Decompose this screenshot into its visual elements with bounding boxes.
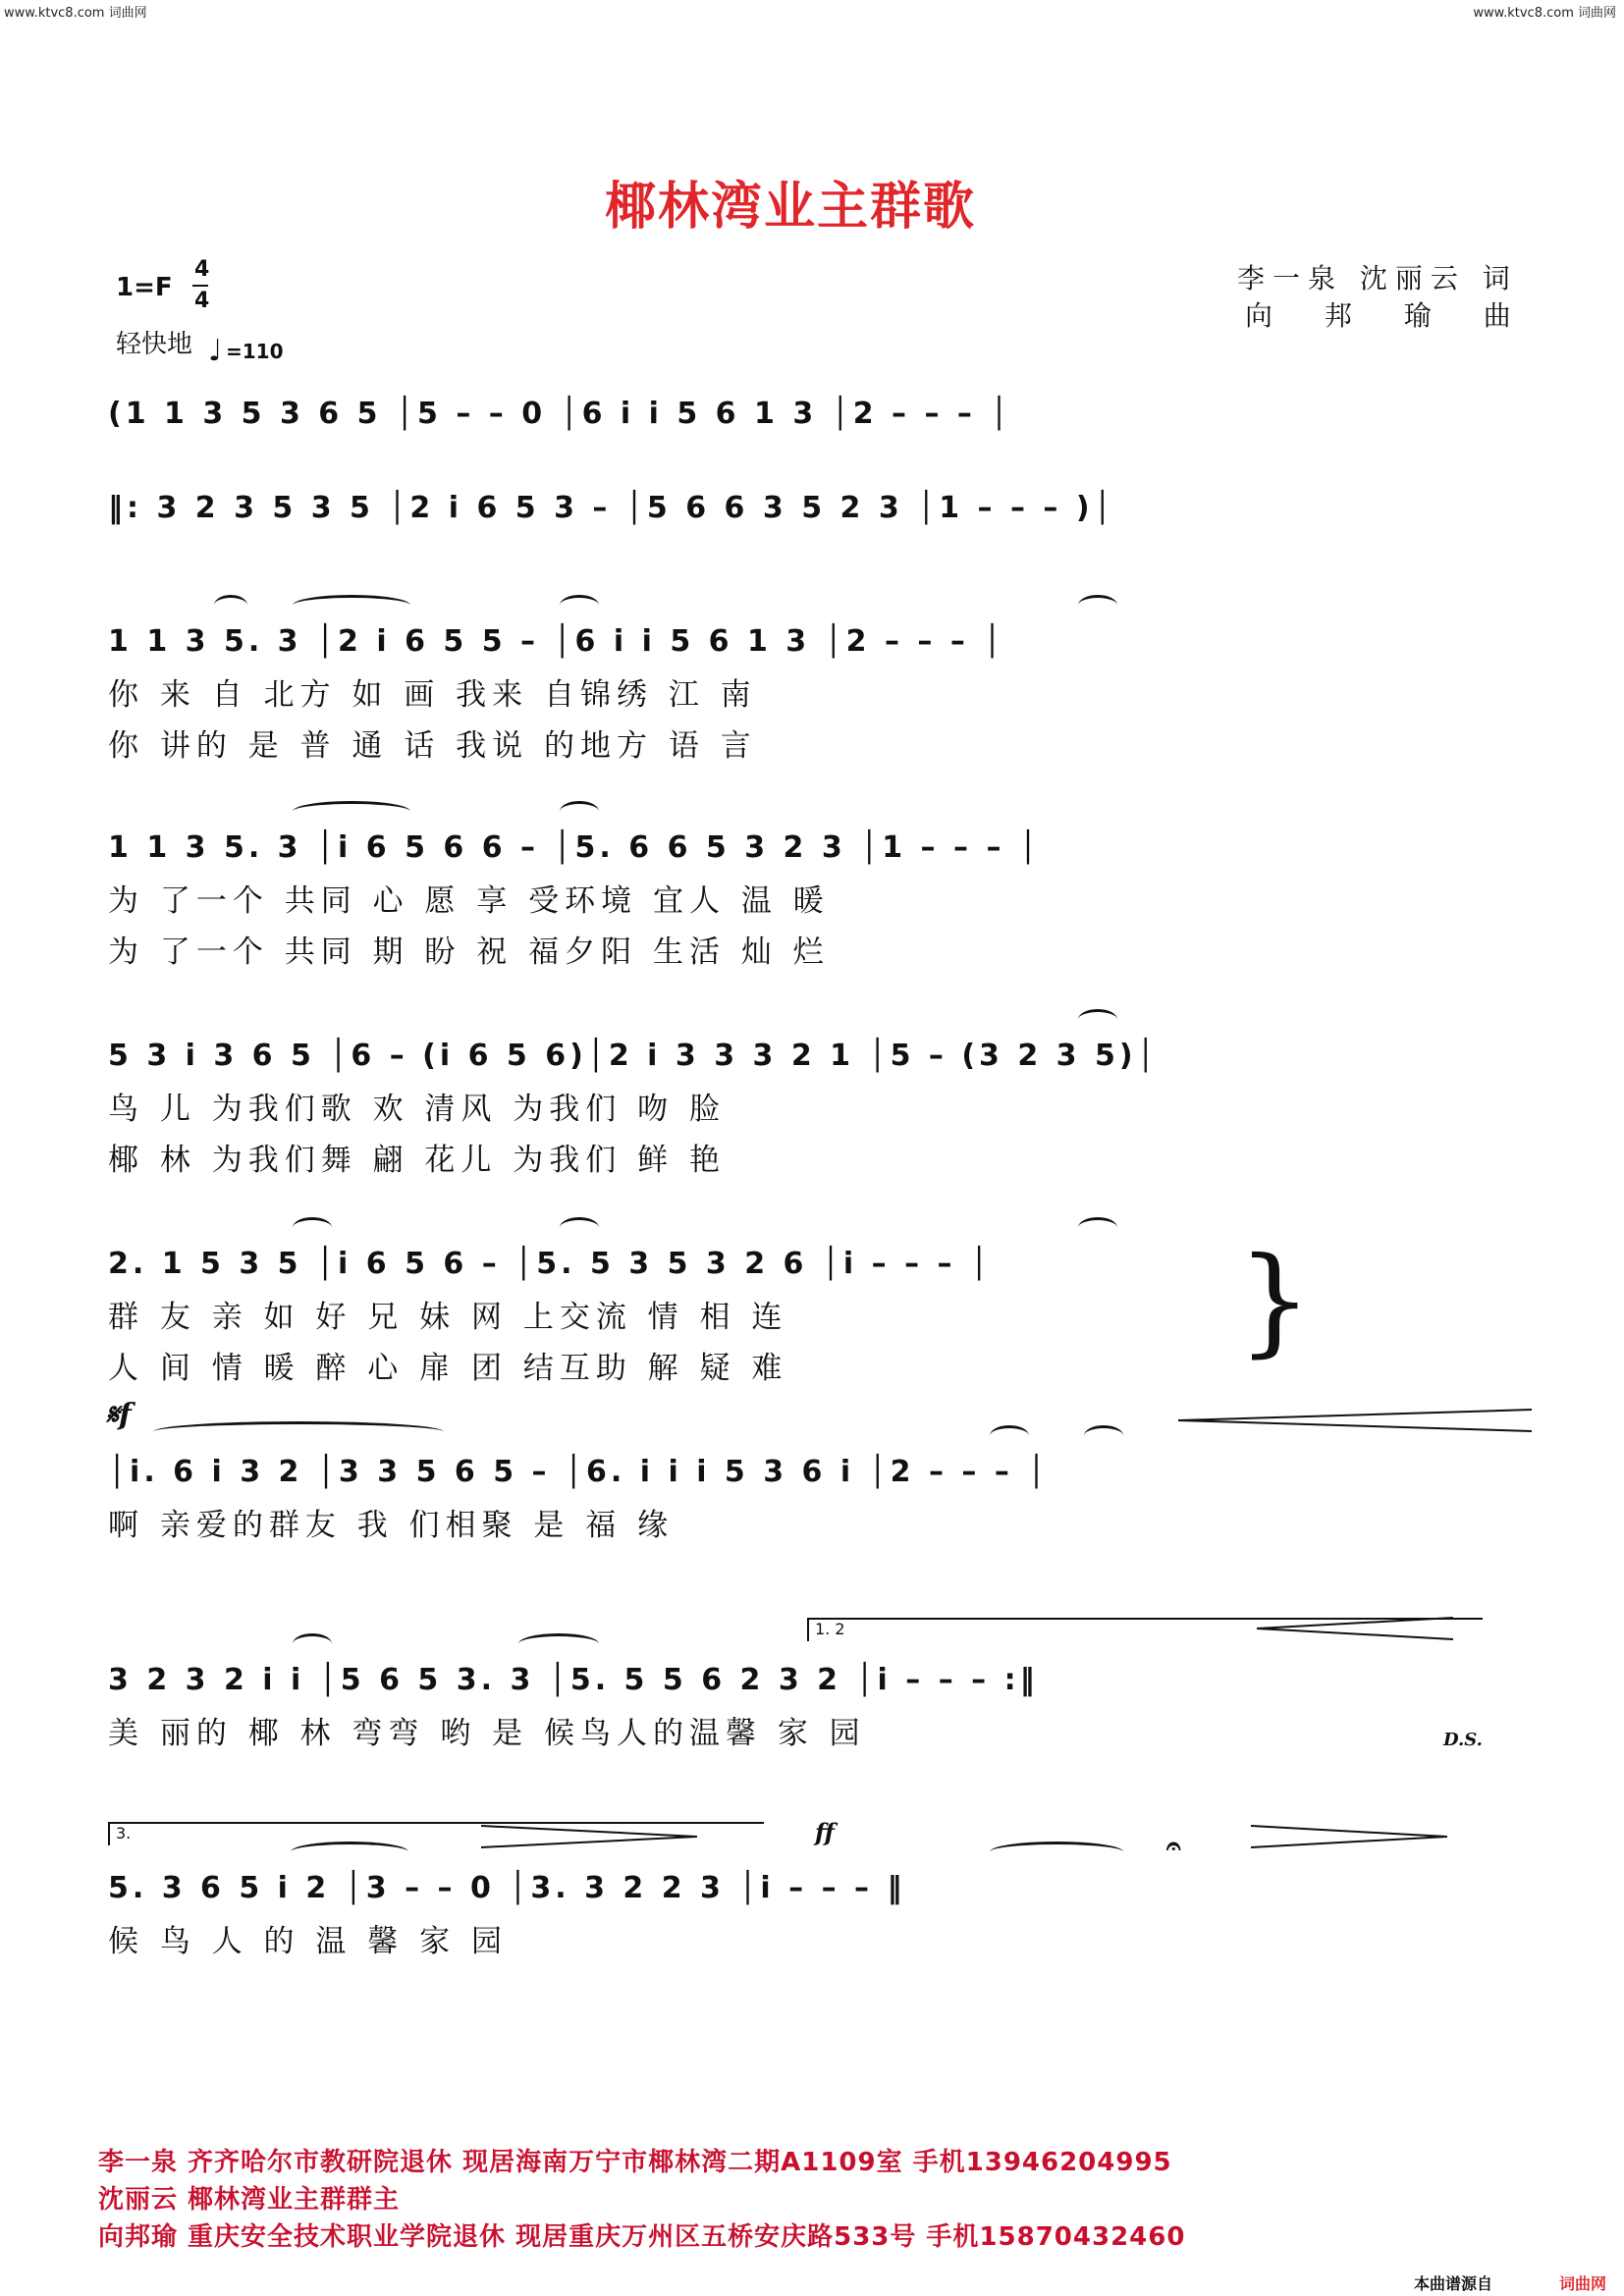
lyric-verse-1: 你 来 自 北方 如 画 我来 自锦绣 江 南 xyxy=(108,677,757,713)
fortissimo-mark: ff xyxy=(815,1818,835,1846)
decrescendo-hairpin xyxy=(1251,1824,1447,1849)
time-divider xyxy=(192,285,208,287)
lyric-verse-1: 群 友 亲 如 好 兄 妹 网 上交流 情 相 连 xyxy=(108,1300,788,1335)
lyric-verse-2: 椰 林 为我们舞 翩 花儿 为我们 鲜 艳 xyxy=(108,1143,726,1178)
slur xyxy=(990,1425,1029,1446)
lyric-verse-2: 人 间 情 暖 醉 心 扉 团 结互助 解 疑 难 xyxy=(108,1351,788,1386)
notation-row: ‖: 3 2 3 5 3 5 │2 i 6 5 3 – │5 6 6 3 5 2 3 │1 – – – )│ xyxy=(108,491,1115,525)
slur xyxy=(990,1842,1123,1862)
time-top: 4 xyxy=(194,257,210,282)
slur xyxy=(518,1633,599,1654)
quarter-note-icon: ♩ xyxy=(208,334,223,368)
slur xyxy=(293,1633,332,1654)
lyric-verse-1: 鸟 儿 为我们歌 欢 清风 为我们 吻 脸 xyxy=(108,1092,726,1127)
score-line-3 xyxy=(108,624,1512,764)
site-url-right[interactable]: www.ktvc8.com 词曲网 xyxy=(1473,6,1616,21)
lyric-ending: 候 鸟 人 的 温 馨 家 园 xyxy=(108,1924,508,1959)
lyricist-credit: 李一泉 沈丽云 词 xyxy=(1237,262,1518,294)
slur xyxy=(1078,1217,1117,1238)
footer-line-admin: 沈丽云 椰林湾业主群群主 xyxy=(98,2185,401,2215)
slur xyxy=(560,595,599,615)
notation-row: 1 1 3 5. 3 │2 i 6 5 5 – │6 i i 5 6 1 3 │2 – – – │ xyxy=(108,624,1005,659)
key-signature: 1=F xyxy=(116,273,173,302)
notation-row: 1 1 3 5. 3 │i 6 5 6 6 – │5. 6 6 5 3 2 3 │1 – – – │ xyxy=(108,830,1041,865)
slur xyxy=(293,595,410,615)
composer-credit: 向 邦 瑜 曲 xyxy=(1245,299,1533,332)
score-line-6 xyxy=(108,1233,1512,1386)
slur xyxy=(1078,595,1117,615)
site-logo[interactable]: 词曲网 xyxy=(1559,2274,1607,2293)
volta-bracket-1: 1. 2 xyxy=(807,1618,1483,1641)
lyric-verse-1: 为 了一个 共同 心 愿 享 受环境 宜人 温 暖 xyxy=(108,883,830,919)
slur xyxy=(291,1842,408,1862)
notation-row: 5 3 i 3 6 5 │6 – (i 6 5 6)│2 i 3 3 3 2 1 │5 – (3 2 3 5)│ xyxy=(108,1039,1159,1073)
song-title: 椰林湾业主群歌 xyxy=(604,177,976,237)
verse-brace: } xyxy=(1237,1233,1313,1369)
fermata-icon: 𝄐 xyxy=(1166,1832,1181,1861)
tempo-value: =110 xyxy=(226,340,284,363)
segno-forte-mark: 𝄋f xyxy=(106,1398,132,1432)
tempo-word: 轻快地 xyxy=(116,330,193,359)
volta-bracket-3: 3. xyxy=(108,1822,764,1845)
score-line-2 xyxy=(108,491,1512,609)
notation-row: 2. 1 5 3 5 │i 6 5 6 – │5. 5 3 5 3 2 6 │i – – – │ xyxy=(108,1247,993,1281)
slur xyxy=(1078,1009,1117,1030)
notation-row: │i. 6 i 3 2 │3 3 5 6 5 – │6. i i i 5 3 6 i │2 – – – │ xyxy=(108,1455,1050,1489)
decrescendo-hairpin xyxy=(481,1824,697,1849)
lyric-verse-2: 为 了一个 共同 期 盼 祝 福夕阳 生活 灿 烂 xyxy=(108,934,830,970)
footer-line-lyricist: 李一泉 齐齐哈尔市教研院退休 现居海南万宁市椰林湾二期A1109室 手机13946204995 xyxy=(98,2148,1172,2177)
slur xyxy=(214,595,247,615)
notation-row: (1 1 3 5 3 6 5 │5 – – 0 │6 i i 5 6 1 3 │2 – – – │ xyxy=(108,397,1012,431)
slur xyxy=(153,1421,444,1442)
score-line-7 xyxy=(108,1455,1512,1573)
score-line-4 xyxy=(108,830,1512,970)
footer-line-composer: 向邦瑜 重庆安全技术职业学院退休 现居重庆万州区五桥安庆路533号 手机15870432460 xyxy=(98,2222,1186,2252)
lyric-verse-2: 你 讲的 是 普 通 话 我说 的地方 语 言 xyxy=(108,728,757,764)
lyric-chorus: 美 丽的 椰 林 弯弯 哟 是 候鸟人的温馨 家 园 xyxy=(108,1716,866,1751)
dal-segno-mark: D.S. xyxy=(1443,1730,1483,1750)
slur xyxy=(560,801,599,822)
slur xyxy=(293,1217,332,1238)
slur xyxy=(1084,1425,1123,1446)
score-line-9 xyxy=(108,1818,1512,1989)
score-line-5 xyxy=(108,1039,1512,1178)
score-line-8 xyxy=(108,1620,1512,1781)
source-note: 本曲谱源自 xyxy=(1414,2274,1493,2293)
crescendo-hairpin xyxy=(1178,1408,1532,1433)
crescendo-hairpin xyxy=(1257,1616,1453,1641)
time-bottom: 4 xyxy=(194,289,210,313)
notation-row: 5. 3 6 5 i 2 │3 – – 0 │3. 3 2 2 3 │i – – – ‖ xyxy=(108,1871,906,1905)
slur xyxy=(293,801,410,822)
site-url-left[interactable]: www.ktvc8.com 词曲网 xyxy=(4,6,147,21)
lyric-chorus: 啊 亲爱的群友 我 们相聚 是 福 缘 xyxy=(108,1508,675,1543)
slur xyxy=(560,1217,599,1238)
notation-row: 3 2 3 2 i i │5 6 5 3. 3 │5. 5 5 6 2 3 2 │i – – – :‖ xyxy=(108,1663,1039,1697)
